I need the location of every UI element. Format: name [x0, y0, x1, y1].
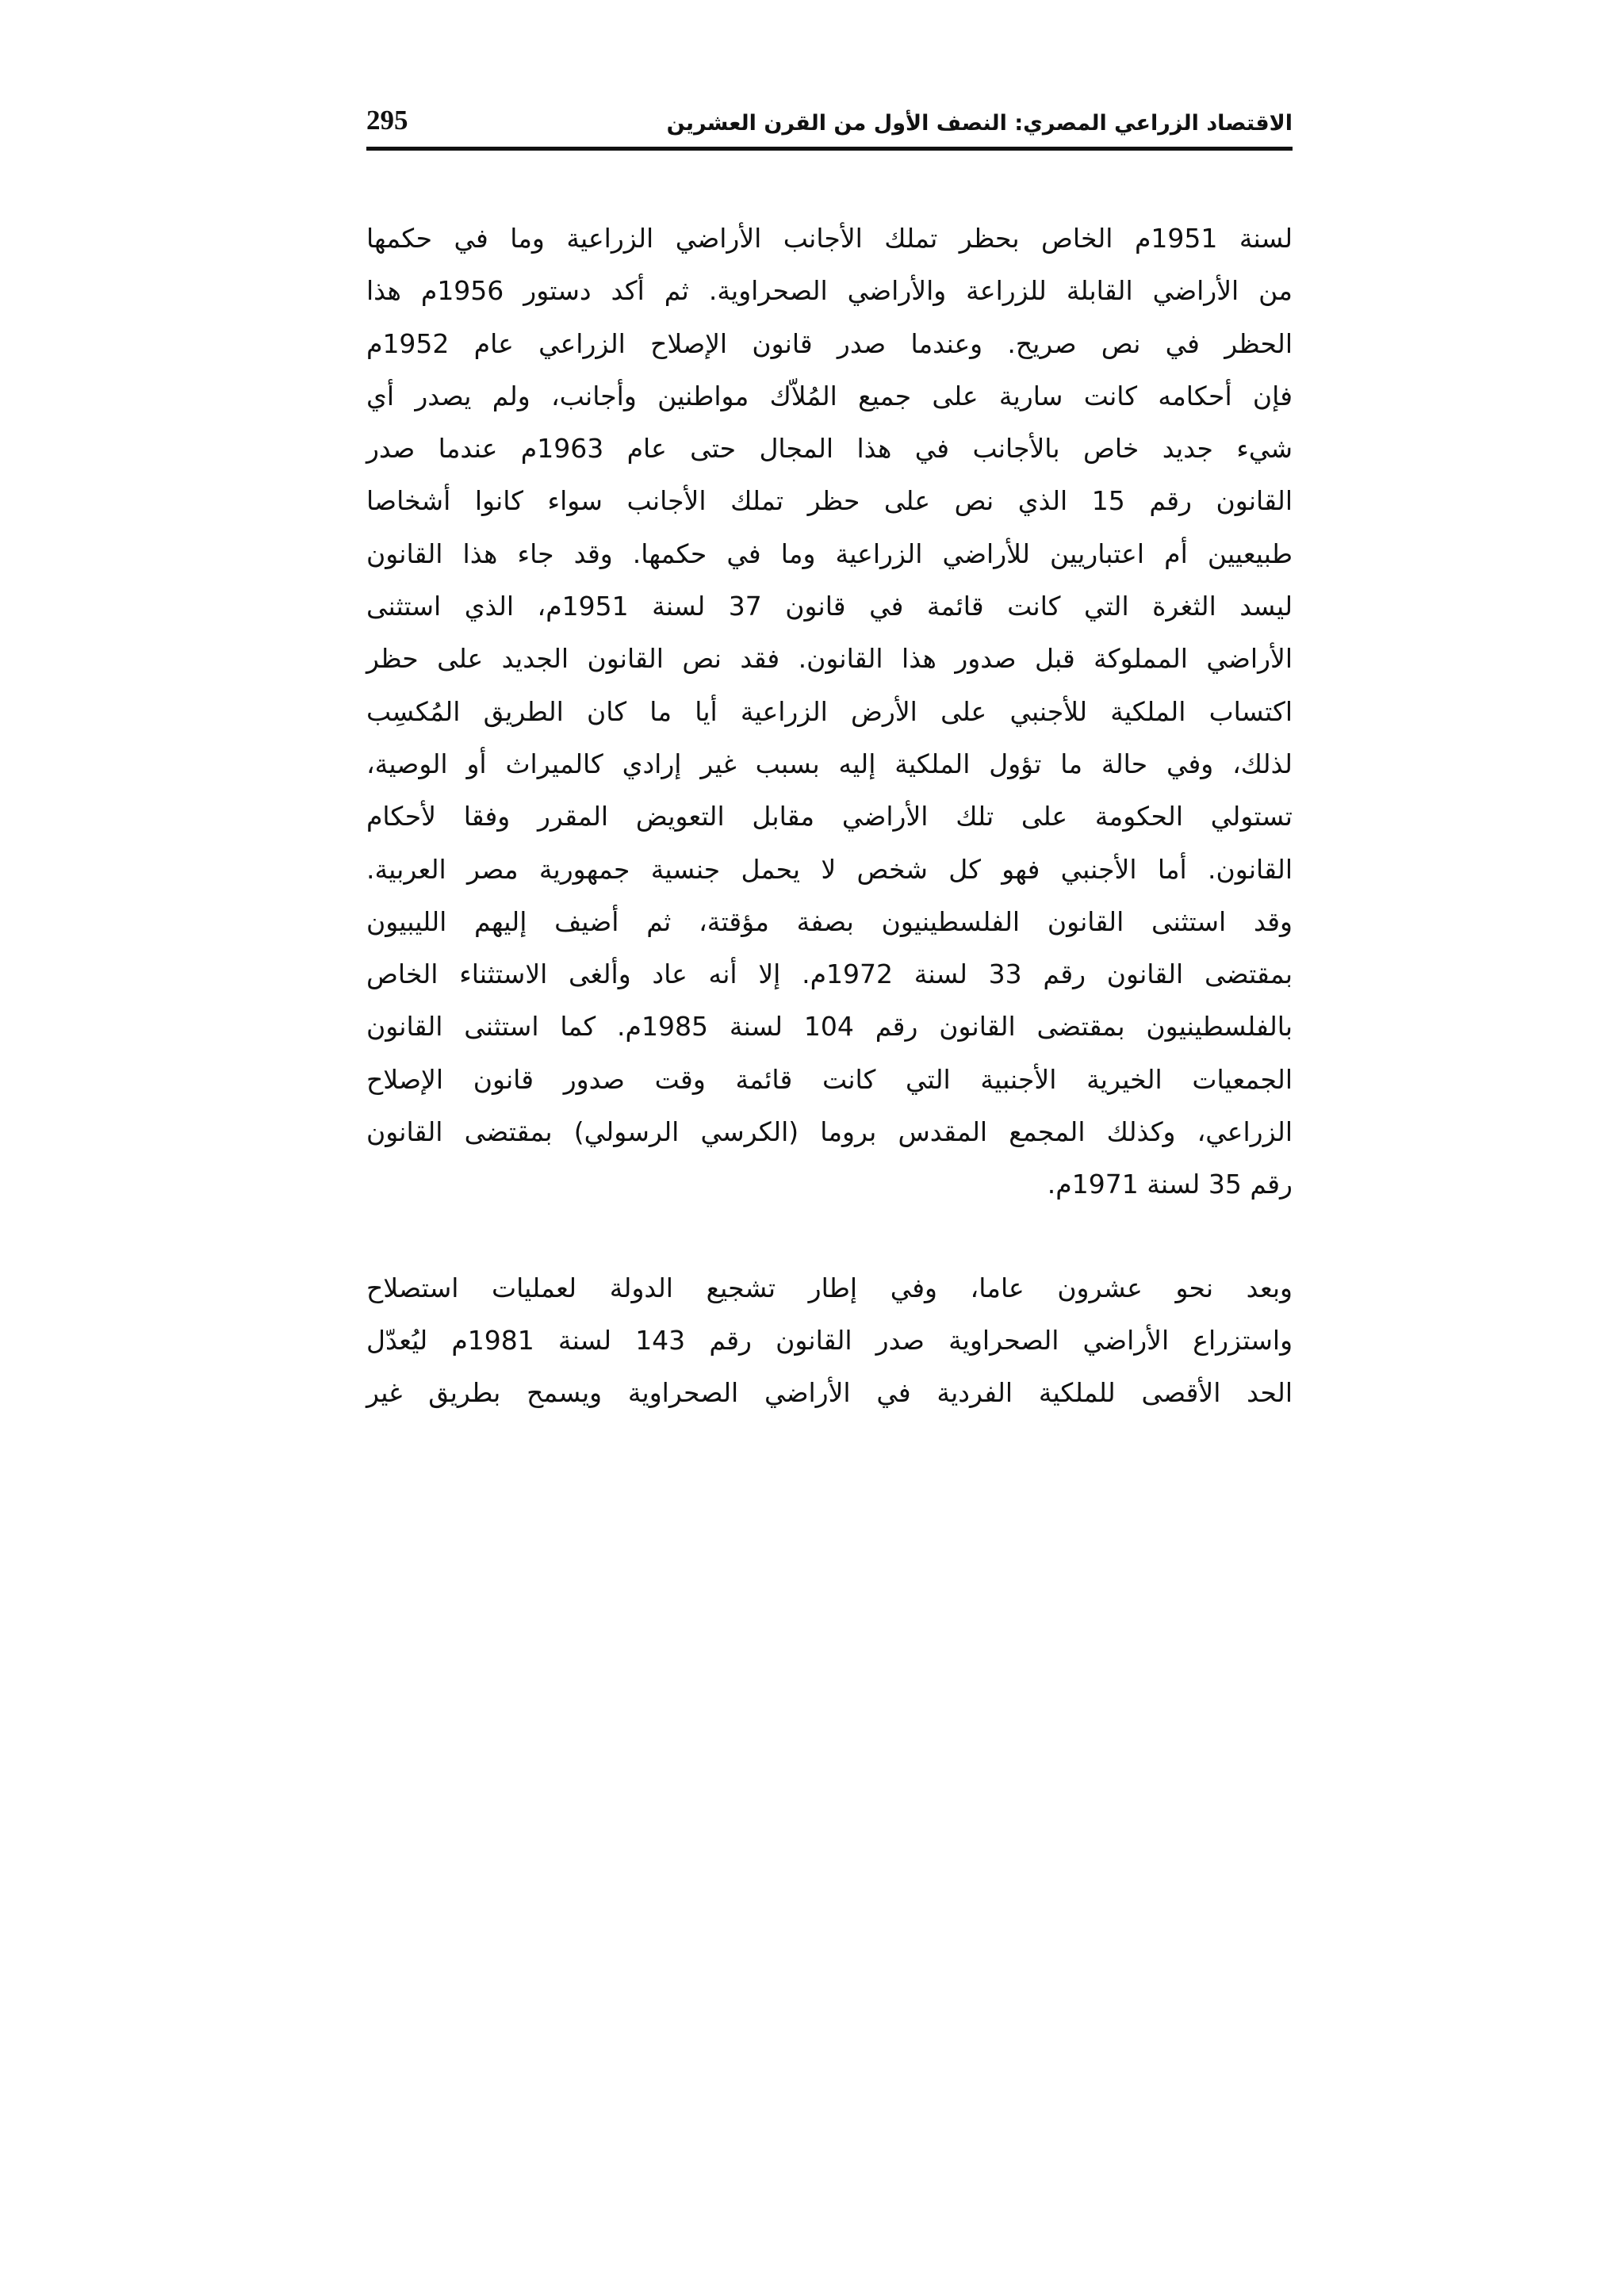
text-line: واستزراع الأراضي الصحراوية صدر القانون رقم 143 لسنة 1981م ليُعدّل [366, 1324, 1293, 1356]
text-line: وقد استثنى القانون الفلسطينيون بصفة مؤقتة، ثم أضيف إليهم الليبيون [366, 905, 1293, 937]
running-title: الاقتصاد الزراعي المصري: النصف الأول من القرن العشرين [666, 111, 1293, 136]
text-line: لذلك، وفي حالة ما تؤول الملكية إليه بسبب غير إرادي كالميراث أو الوصية، [366, 748, 1293, 779]
text-line: ليسد الثغرة التي كانت قائمة في قانون 37 لسنة 1951م، الذي استثنى [366, 591, 1293, 622]
paragraph-2 [366, 1262, 1293, 1420]
text-line: الزراعي، وكذلك المجمع المقدس بروما (الكرسي الرسولي) بمقتضى القانون [366, 1116, 1293, 1148]
text-line: تستولي الحكومة على تلك الأراضي مقابل التعويض المقرر وفقا لأحكام [366, 801, 1293, 832]
text-line: اكتساب الملكية للأجنبي على الأرض الزراعية أيا ما كان الطريق المُكسِب [366, 695, 1293, 727]
text-line: رقم 35 لسنة 1971م. [1047, 1169, 1293, 1200]
text-line: القانون رقم 15 الذي نص على حظر تملك الأجانب سواء كانوا أشخاصا [366, 485, 1293, 517]
text-line: الأراضي المملوكة قبل صدور هذا القانون. فقد نص القانون الجديد على حظر [366, 643, 1293, 675]
body-text [366, 212, 1293, 1420]
text-line: الحظر في نص صريح. وعندما صدر قانون الإصلاح الزراعي عام 1952م [366, 327, 1293, 359]
text-line: وبعد نحو عشرون عاما، وفي إطار تشجيع الدولة لعمليات استصلاح [366, 1272, 1293, 1303]
text-line: شيء جديد خاص بالأجانب في هذا المجال حتى عام 1963م عندما صدر [366, 433, 1293, 465]
paragraph-gap [366, 1211, 1293, 1262]
text-line: طبيعيين أم اعتباريين للأراضي الزراعية وما في حكمها. وقد جاء هذا القانون [366, 538, 1293, 569]
text-line: بمقتضى القانون رقم 33 لسنة 1972م. إلا أنه عاد وألغى الاستثناء الخاص [366, 959, 1293, 990]
running-header [366, 101, 1293, 149]
text-line: القانون. أما الأجنبي فهو كل شخص لا يحمل جنسية جمهورية مصر العربية. [366, 853, 1293, 885]
header-rule [366, 147, 1293, 151]
paragraph-1 [366, 212, 1293, 1211]
text-line: لسنة 1951م الخاص بحظر تملك الأجانب الأراضي الزراعية وما في حكمها [366, 223, 1293, 254]
text-line: من الأراضي القابلة للزراعة والأراضي الصحراوية. ثم أكد دستور 1956م هذا [366, 275, 1293, 307]
text-line: الجمعيات الخيرية الأجنبية التي كانت قائمة وقت صدور قانون الإصلاح [366, 1063, 1293, 1095]
text-line: بالفلسطينيون بمقتضى القانون رقم 104 لسنة 1985م. كما استثنى القانون [366, 1011, 1293, 1043]
page-number: 295 [366, 105, 408, 136]
text-line: الحد الأقصى للملكية الفردية في الأراضي الصحراوية ويسمح بطريق غير [366, 1377, 1293, 1409]
text-line: فإن أحكامه كانت سارية على جميع المُلاّك مواطنين وأجانب، ولم يصدر أي [366, 380, 1293, 411]
